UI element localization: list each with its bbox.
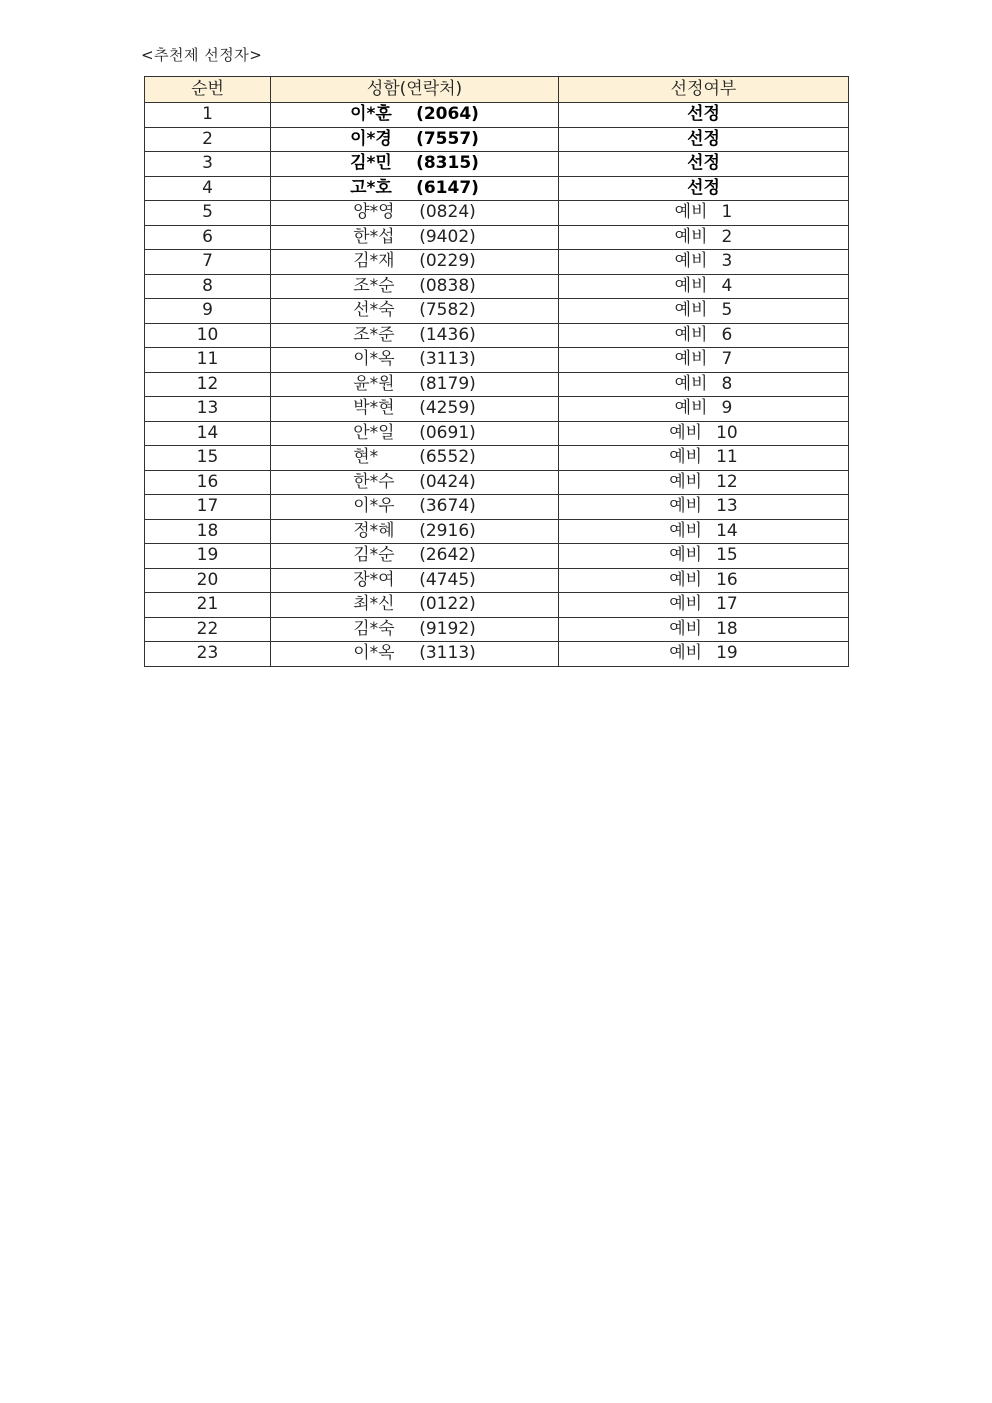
- reserve-rank: 17: [716, 594, 738, 615]
- row-status: [559, 568, 849, 593]
- masked-name: 정*혜: [353, 520, 395, 541]
- row-number: 7: [145, 250, 271, 275]
- status-label: 예비: [669, 545, 703, 566]
- contact-digits: (3113): [419, 349, 476, 370]
- header-status: 선정여부: [559, 77, 849, 103]
- row-status: [559, 544, 849, 569]
- contact-digits: (4745): [419, 569, 476, 590]
- row-name-contact: [271, 323, 559, 348]
- contact-digits: (0229): [419, 251, 476, 272]
- row-number: 16: [145, 470, 271, 495]
- row-name-contact: [271, 372, 559, 397]
- contact-digits: (7582): [419, 300, 476, 321]
- status-label: 예비: [669, 594, 703, 615]
- reserve-rank: 16: [716, 569, 738, 590]
- status-label: 예비: [669, 422, 703, 443]
- contact-digits: (3113): [419, 643, 476, 664]
- table-row: [145, 274, 849, 299]
- row-status: [559, 348, 849, 373]
- contact-digits: (0691): [419, 422, 476, 443]
- masked-name: 김*재: [353, 251, 395, 272]
- status-label: 예비: [674, 373, 708, 394]
- status-label: 선정: [687, 128, 720, 149]
- row-number: 19: [145, 544, 271, 569]
- row-status: [559, 593, 849, 618]
- table-row: [145, 225, 849, 250]
- row-status: [559, 127, 849, 152]
- row-status: [559, 274, 849, 299]
- row-name-contact: [271, 470, 559, 495]
- row-status: [559, 103, 849, 128]
- contact-digits: (6552): [419, 447, 476, 468]
- contact-digits: (8179): [419, 373, 476, 394]
- row-number: 13: [145, 397, 271, 422]
- row-number: 15: [145, 446, 271, 471]
- status-label: 예비: [674, 202, 708, 223]
- row-status: [559, 519, 849, 544]
- table-body: [145, 103, 849, 667]
- status-label: 예비: [669, 496, 703, 517]
- table-row: [145, 397, 849, 422]
- row-number: 11: [145, 348, 271, 373]
- status-label: 예비: [674, 251, 708, 272]
- row-status: [559, 397, 849, 422]
- masked-name: 한*섭: [353, 226, 395, 247]
- row-status: [559, 299, 849, 324]
- contact-digits: (0824): [419, 202, 476, 223]
- status-label: 선정: [687, 153, 720, 174]
- header-row: [145, 77, 849, 103]
- reserve-rank: 13: [716, 496, 738, 517]
- status-label: 예비: [669, 569, 703, 590]
- row-status: [559, 372, 849, 397]
- table-row: [145, 470, 849, 495]
- reserve-rank: 10: [716, 422, 738, 443]
- table-row: [145, 544, 849, 569]
- row-status: [559, 323, 849, 348]
- table-row: [145, 593, 849, 618]
- status-label: 예비: [674, 300, 708, 321]
- masked-name: 고*호: [350, 177, 392, 198]
- masked-name: 양*영: [353, 202, 395, 223]
- row-name-contact: [271, 495, 559, 520]
- row-number: 18: [145, 519, 271, 544]
- row-name-contact: [271, 617, 559, 642]
- contact-digits: (7557): [416, 128, 479, 149]
- row-number: 8: [145, 274, 271, 299]
- status-label: 예비: [669, 520, 703, 541]
- row-status: [559, 421, 849, 446]
- row-number: 12: [145, 372, 271, 397]
- contact-digits: (2642): [419, 545, 476, 566]
- row-number: 6: [145, 225, 271, 250]
- reserve-rank: 3: [721, 251, 733, 272]
- row-number: 14: [145, 421, 271, 446]
- contact-digits: (9402): [419, 226, 476, 247]
- header-name: 성함(연락처): [271, 77, 559, 103]
- row-name-contact: [271, 201, 559, 226]
- table-row: [145, 568, 849, 593]
- row-number: 3: [145, 152, 271, 177]
- masked-name: 박*현: [353, 398, 395, 419]
- table-row: [145, 127, 849, 152]
- table-row: [145, 446, 849, 471]
- contact-digits: (6147): [416, 177, 479, 198]
- row-status: [559, 152, 849, 177]
- table-row: [145, 495, 849, 520]
- row-name-contact: [271, 593, 559, 618]
- header-no: 순번: [145, 77, 271, 103]
- table-row: [145, 519, 849, 544]
- reserve-rank: 9: [721, 398, 733, 419]
- row-status: [559, 225, 849, 250]
- selection-table: [144, 76, 849, 667]
- row-name-contact: [271, 348, 559, 373]
- masked-name: 윤*원: [353, 373, 395, 394]
- contact-digits: (0122): [419, 594, 476, 615]
- row-status: [559, 446, 849, 471]
- status-label: 예비: [674, 349, 708, 370]
- row-name-contact: [271, 568, 559, 593]
- row-name-contact: [271, 397, 559, 422]
- status-label: 예비: [669, 447, 703, 468]
- masked-name: 현*: [353, 447, 379, 468]
- table-row: [145, 152, 849, 177]
- row-name-contact: [271, 446, 559, 471]
- reserve-rank: 11: [716, 447, 738, 468]
- row-name-contact: [271, 103, 559, 128]
- table-row: [145, 372, 849, 397]
- table-row: [145, 299, 849, 324]
- masked-name: 김*숙: [353, 618, 395, 639]
- contact-digits: (3674): [419, 496, 476, 517]
- row-name-contact: [271, 127, 559, 152]
- row-status: [559, 617, 849, 642]
- row-status: [559, 495, 849, 520]
- row-number: 23: [145, 642, 271, 667]
- row-number: 21: [145, 593, 271, 618]
- row-number: 10: [145, 323, 271, 348]
- table-row: [145, 617, 849, 642]
- masked-name: 이*옥: [353, 349, 395, 370]
- contact-digits: (4259): [419, 398, 476, 419]
- row-status: [559, 201, 849, 226]
- row-name-contact: [271, 176, 559, 201]
- status-label: 선정: [687, 177, 720, 198]
- masked-name: 조*순: [353, 275, 395, 296]
- row-name-contact: [271, 299, 559, 324]
- masked-name: 이*경: [350, 128, 392, 149]
- row-number: 1: [145, 103, 271, 128]
- table-caption: <추천제 선정자>: [141, 46, 263, 64]
- contact-digits: (2064): [416, 104, 479, 125]
- row-name-contact: [271, 152, 559, 177]
- reserve-rank: 4: [721, 275, 733, 296]
- masked-name: 장*여: [353, 569, 395, 590]
- row-status: [559, 642, 849, 667]
- table-row: [145, 642, 849, 667]
- row-number: 2: [145, 127, 271, 152]
- row-number: 5: [145, 201, 271, 226]
- contact-digits: (8315): [416, 153, 479, 174]
- status-label: 예비: [674, 275, 708, 296]
- row-number: 22: [145, 617, 271, 642]
- row-number: 9: [145, 299, 271, 324]
- masked-name: 이*우: [353, 496, 395, 517]
- reserve-rank: 14: [716, 520, 738, 541]
- status-label: 예비: [669, 618, 703, 639]
- row-name-contact: [271, 421, 559, 446]
- table-row: [145, 421, 849, 446]
- table-row: [145, 250, 849, 275]
- row-number: 17: [145, 495, 271, 520]
- status-label: 예비: [669, 643, 703, 664]
- row-name-contact: [271, 519, 559, 544]
- status-label: 예비: [669, 471, 703, 492]
- contact-digits: (0838): [419, 275, 476, 296]
- table-row: [145, 348, 849, 373]
- contact-digits: (9192): [419, 618, 476, 639]
- row-status: [559, 470, 849, 495]
- reserve-rank: 2: [721, 226, 733, 247]
- table-row: [145, 323, 849, 348]
- row-status: [559, 250, 849, 275]
- masked-name: 이*훈: [350, 104, 392, 125]
- masked-name: 조*준: [353, 324, 395, 345]
- masked-name: 한*수: [353, 471, 395, 492]
- contact-digits: (1436): [419, 324, 476, 345]
- table-row: [145, 176, 849, 201]
- table-row: [145, 201, 849, 226]
- masked-name: 김*민: [350, 153, 392, 174]
- reserve-rank: 12: [716, 471, 738, 492]
- reserve-rank: 18: [716, 618, 738, 639]
- contact-digits: (0424): [419, 471, 476, 492]
- status-label: 예비: [674, 226, 708, 247]
- masked-name: 이*옥: [353, 643, 395, 664]
- row-status: [559, 176, 849, 201]
- row-name-contact: [271, 225, 559, 250]
- row-name-contact: [271, 250, 559, 275]
- status-label: 예비: [674, 324, 708, 345]
- row-name-contact: [271, 544, 559, 569]
- reserve-rank: 7: [721, 349, 733, 370]
- row-number: 4: [145, 176, 271, 201]
- masked-name: 안*일: [353, 422, 395, 443]
- reserve-rank: 15: [716, 545, 738, 566]
- reserve-rank: 8: [721, 373, 733, 394]
- masked-name: 선*숙: [353, 300, 395, 321]
- reserve-rank: 6: [721, 324, 733, 345]
- reserve-rank: 19: [716, 643, 738, 664]
- row-name-contact: [271, 642, 559, 667]
- reserve-rank: 1: [721, 202, 733, 223]
- row-name-contact: [271, 274, 559, 299]
- table-row: [145, 103, 849, 128]
- contact-digits: (2916): [419, 520, 476, 541]
- status-label: 선정: [687, 104, 720, 125]
- status-label: 예비: [674, 398, 708, 419]
- masked-name: 최*신: [353, 594, 395, 615]
- reserve-rank: 5: [721, 300, 733, 321]
- row-number: 20: [145, 568, 271, 593]
- masked-name: 김*순: [353, 545, 395, 566]
